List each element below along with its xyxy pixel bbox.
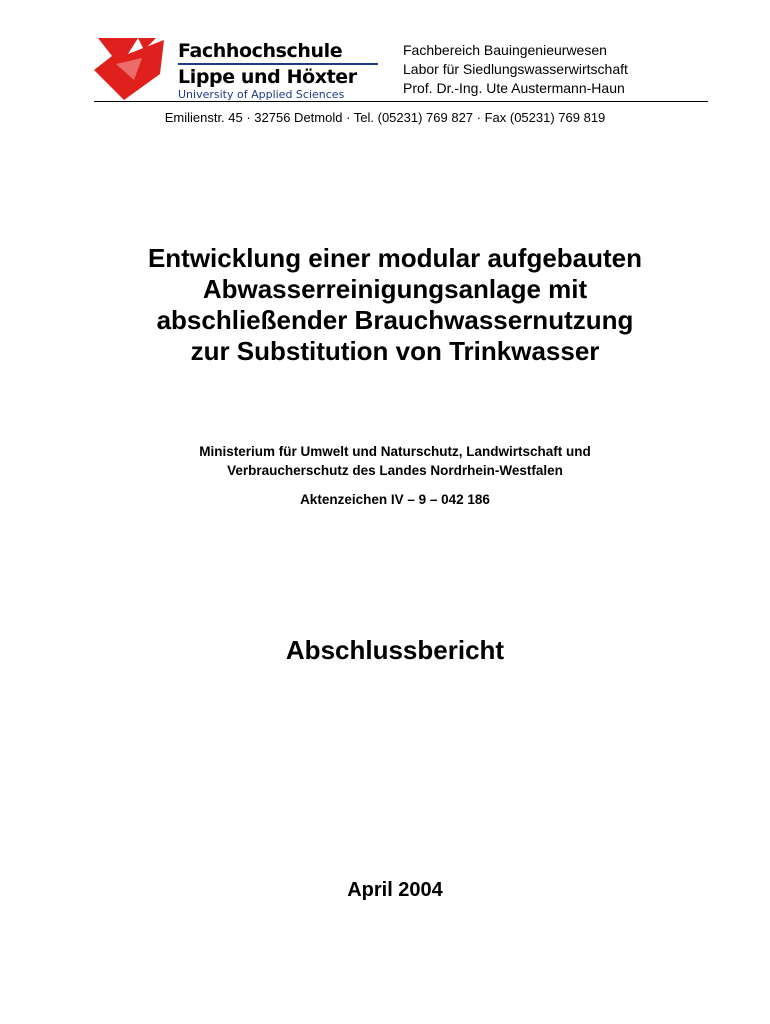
header-divider <box>94 101 708 102</box>
title-line: abschließender Brauchwassernutzung <box>156 305 634 335</box>
reference-number: Aktenzeichen IV – 9 – 042 186 <box>300 492 490 507</box>
logo-line-lippe-hoexter: Lippe und Höxter <box>178 66 357 88</box>
department-lab: Labor für Siedlungswasserwirtschaft <box>403 61 628 77</box>
report-type: Abschlussbericht <box>285 635 505 665</box>
department-info <box>403 41 628 98</box>
title-line: Abwasserreinigungsanlage mit <box>202 274 588 304</box>
university-name <box>178 40 388 102</box>
document-title <box>60 243 730 367</box>
university-logo <box>94 36 384 102</box>
department-faculty: Fachbereich Bauingenieurwesen <box>403 42 607 58</box>
logo-divider <box>178 63 378 65</box>
report-date: April 2004 <box>347 879 443 901</box>
department-professor: Prof. Dr.-Ing. Ute Austermann-Haun <box>403 80 625 96</box>
title-line: zur Substitution von Trinkwasser <box>190 336 600 366</box>
ministry-line: Verbraucherschutz des Landes Nordrhein-Westfalen <box>227 463 563 478</box>
logo-line-university: University of Applied Sciences <box>178 88 345 101</box>
title-line: Entwicklung einer modular aufgebauten <box>147 243 643 273</box>
logo-line-fachhochschule: Fachhochschule <box>178 40 343 62</box>
university-logo-icon <box>94 36 172 102</box>
ministry-line: Ministerium für Umwelt und Naturschutz, Landwirtschaft und <box>199 444 591 459</box>
ministry-name <box>60 442 730 480</box>
address-line: Emilienstr. 45 · 32756 Detmold · Tel. (05231) 769 827 · Fax (05231) 769 819 <box>164 110 606 125</box>
